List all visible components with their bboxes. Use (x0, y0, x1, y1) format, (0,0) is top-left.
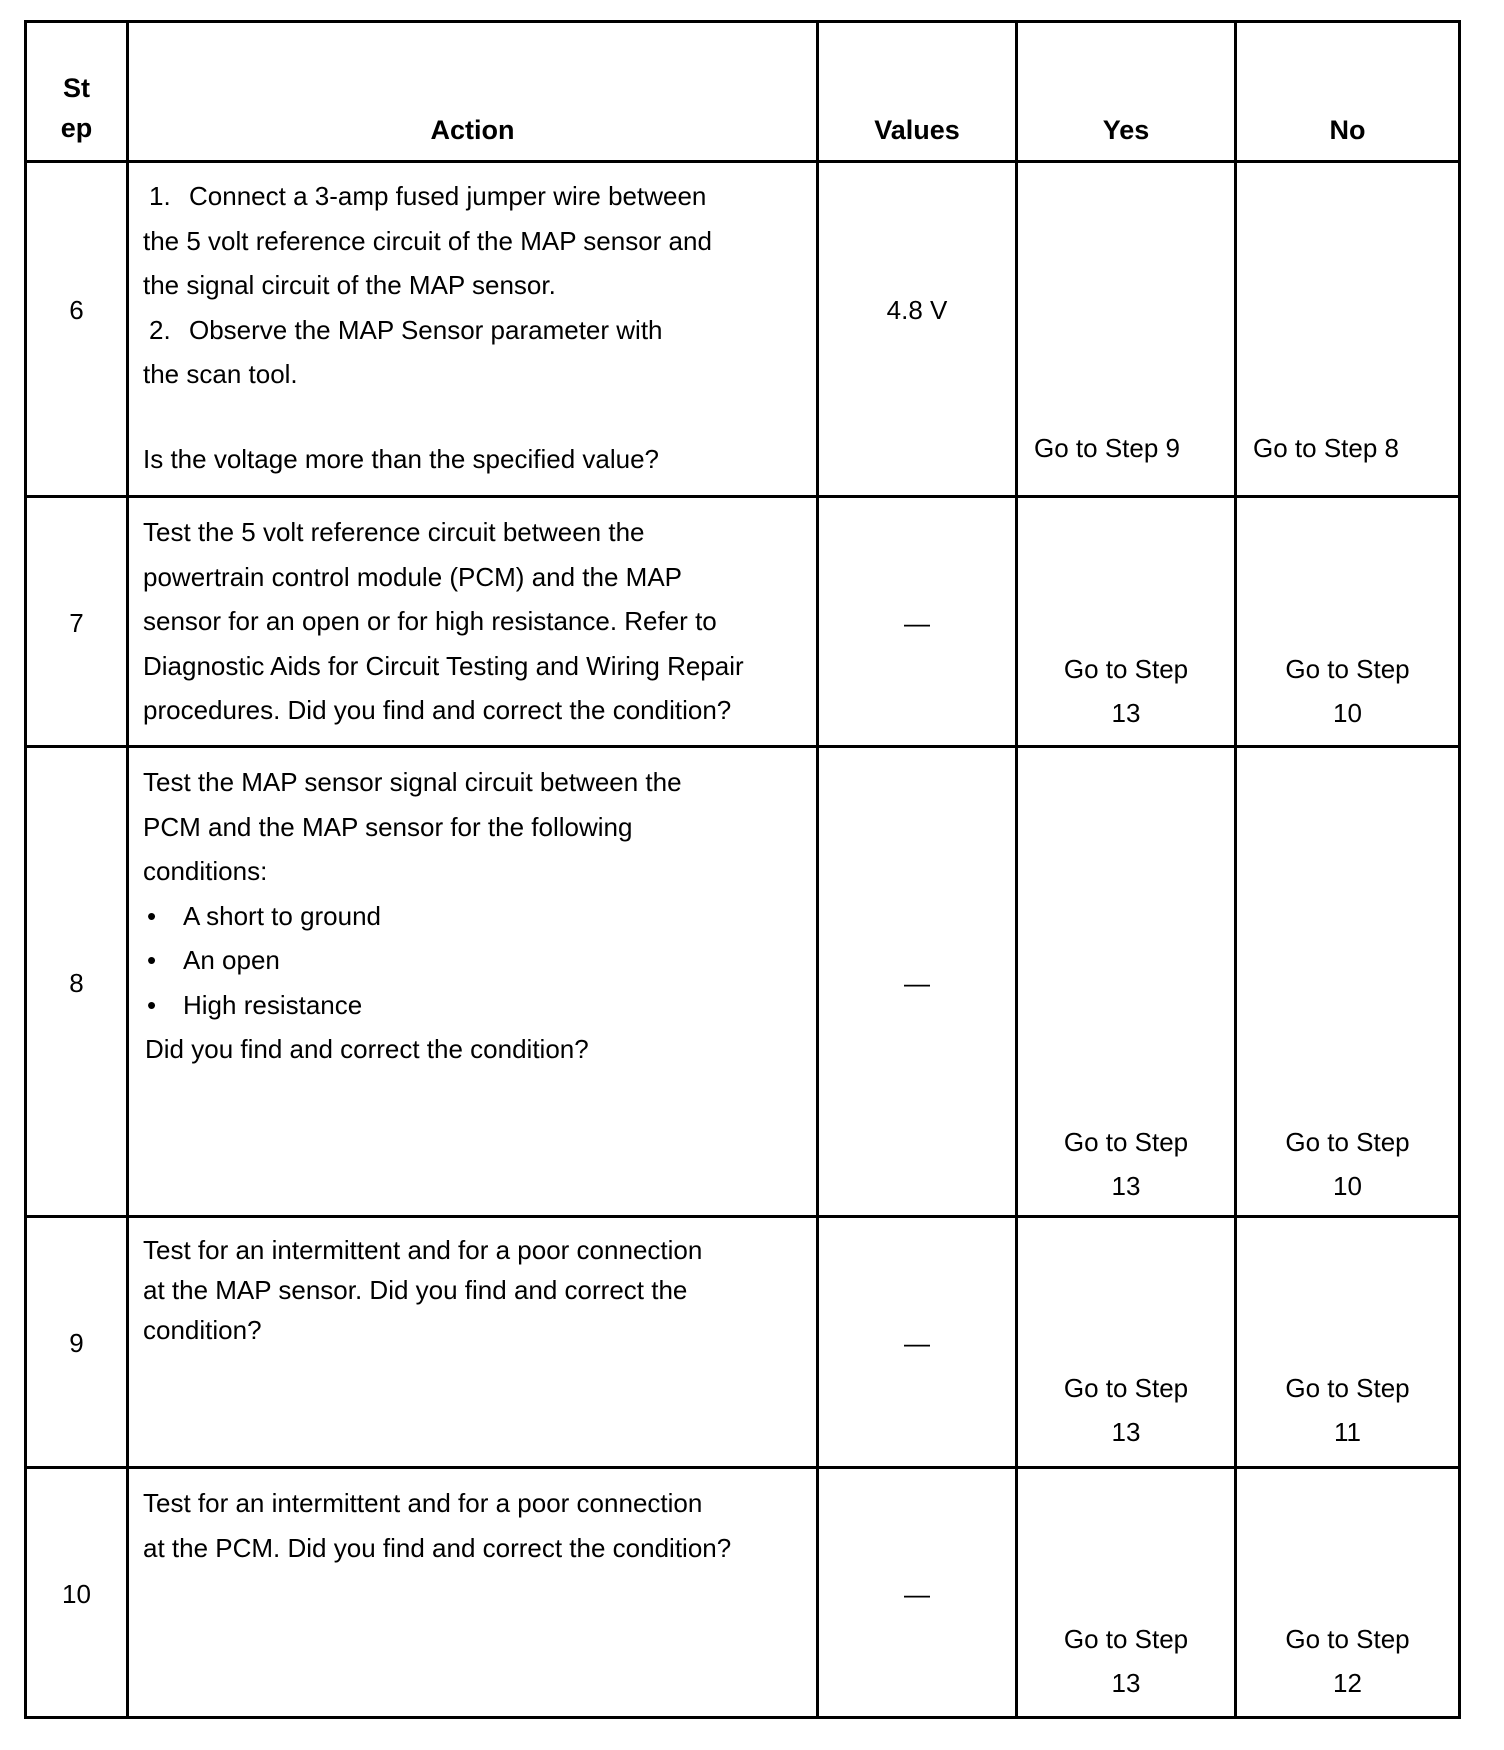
list-number: 2. (149, 314, 171, 345)
header-no-label: No (1329, 115, 1366, 145)
action-text (143, 760, 802, 1072)
header-row (26, 22, 1460, 162)
value-text: — (904, 608, 930, 638)
values-cell (818, 497, 1017, 747)
list-text: the 5 volt reference circuit of the MAP sensor and (143, 225, 712, 256)
header-yes-label: Yes (1102, 115, 1150, 145)
action-line: Diagnostic Aids for Circuit Testing and Wiring Repair (143, 650, 744, 681)
yes-cell (1017, 162, 1236, 497)
yes-link-line: 13 (1111, 1668, 1141, 1698)
list-text: Connect a 3-amp fused jumper wire between (189, 181, 707, 211)
value-text: 4.8 V (886, 295, 948, 325)
no-link (1237, 647, 1458, 735)
action-question: Is the voltage more than the specified value? (143, 444, 659, 474)
header-action (128, 22, 818, 162)
action-line: Test for an intermittent and for a poor connection (143, 1235, 703, 1265)
action-cell (128, 1468, 818, 1718)
action-text (143, 1230, 802, 1350)
action-text (143, 1481, 802, 1570)
action-question: Did you find and correct the condition? (145, 1034, 589, 1064)
no-cell (1236, 497, 1460, 747)
step-number: 7 (69, 608, 84, 638)
yes-link-line: 13 (1111, 698, 1141, 728)
yes-link (1018, 1366, 1234, 1454)
step-cell (26, 162, 128, 497)
header-step (26, 22, 128, 162)
list-text: Observe the MAP Sensor parameter with (189, 314, 663, 345)
no-link-line: 10 (1333, 1171, 1362, 1201)
list-text: the scan tool. (143, 359, 298, 389)
action-cell (128, 1217, 818, 1468)
diagnostic-table (24, 20, 1461, 1719)
bullet-text: An open (183, 945, 280, 975)
no-cell (1236, 747, 1460, 1217)
step-cell (26, 747, 128, 1217)
no-link (1237, 1617, 1458, 1705)
table-row (26, 497, 1460, 747)
action-line: Test the 5 volt reference circuit between the (143, 517, 645, 547)
yes-link-line: Go to Step (1063, 1624, 1189, 1654)
bullet-text: A short to ground (183, 900, 382, 931)
table-row (26, 162, 1460, 497)
no-cell (1236, 1217, 1460, 1468)
table-row (26, 1217, 1460, 1468)
no-link (1237, 1120, 1458, 1208)
values-cell (818, 162, 1017, 497)
action-line: Test for an intermittent and for a poor connection (143, 1488, 703, 1518)
yes-link-line: Go to Step (1063, 1373, 1189, 1403)
no-link-line: 12 (1333, 1668, 1362, 1698)
list-number: 1. (149, 181, 171, 211)
action-text (143, 510, 802, 733)
action-line: condition? (143, 1315, 262, 1345)
header-yes (1017, 22, 1236, 162)
yes-link: Go to Step 9 (1034, 433, 1180, 463)
no-link (1237, 1366, 1458, 1454)
values-cell (818, 747, 1017, 1217)
table-row (26, 747, 1460, 1217)
header-step-line2: ep (60, 113, 93, 143)
action-line: procedures. Did you find and correct the condition? (143, 695, 732, 725)
action-line: PCM and the MAP sensor for the following (143, 811, 633, 842)
values-cell (818, 1468, 1017, 1718)
header-values-label: Values (874, 115, 960, 145)
yes-cell (1017, 747, 1236, 1217)
header-step-line1: St (63, 73, 90, 103)
yes-link (1018, 1617, 1234, 1705)
action-cell (128, 162, 818, 497)
bullet-icon: • (147, 989, 157, 1020)
step-cell (26, 1217, 128, 1468)
bullet-icon: • (147, 945, 157, 975)
no-cell (1236, 1468, 1460, 1718)
no-link-line: 11 (1334, 1417, 1361, 1447)
yes-cell (1017, 1468, 1236, 1718)
value-text: — (904, 1328, 930, 1358)
no-cell (1236, 162, 1460, 497)
yes-link-line: Go to Step (1063, 654, 1189, 684)
no-link: Go to Step 8 (1253, 433, 1399, 463)
header-no (1236, 22, 1460, 162)
step-cell (26, 1468, 128, 1718)
bullet-icon: • (147, 900, 157, 931)
step-number: 8 (69, 968, 84, 998)
step-number: 10 (62, 1579, 91, 1609)
action-text (143, 174, 802, 397)
bullet-text: High resistance (183, 989, 363, 1020)
table-row (26, 1468, 1460, 1718)
action-line: at the MAP sensor. Did you find and correct the (143, 1275, 688, 1305)
step-number: 9 (69, 1328, 84, 1358)
no-link-line: Go to Step (1285, 1127, 1410, 1157)
yes-cell (1017, 497, 1236, 747)
action-line: sensor for an open or for high resistance. Refer to (143, 606, 717, 636)
action-line: conditions: (143, 856, 268, 886)
action-cell (128, 747, 818, 1217)
value-text: — (904, 1579, 930, 1609)
no-link-line: Go to Step (1285, 1373, 1410, 1403)
yes-link (1018, 647, 1234, 735)
list-text: the signal circuit of the MAP sensor. (143, 270, 556, 300)
step-number: 6 (69, 295, 84, 325)
no-link-line: 10 (1333, 698, 1362, 728)
yes-link-line: 13 (1111, 1171, 1141, 1201)
yes-cell (1017, 1217, 1236, 1468)
action-line: Test the MAP sensor signal circuit between the (143, 767, 682, 797)
yes-link-line: Go to Step (1063, 1127, 1189, 1157)
value-text: — (904, 968, 930, 998)
yes-link-line: 13 (1111, 1417, 1141, 1447)
step-cell (26, 497, 128, 747)
no-link-line: Go to Step (1285, 1624, 1410, 1654)
header-values (818, 22, 1017, 162)
action-cell (128, 497, 818, 747)
no-link-line: Go to Step (1285, 654, 1410, 684)
yes-link (1018, 1120, 1234, 1208)
action-line: at the PCM. Did you find and correct the condition? (143, 1532, 732, 1563)
action-line: powertrain control module (PCM) and the MAP (143, 561, 683, 592)
values-cell (818, 1217, 1017, 1468)
header-action-label: Action (430, 115, 515, 145)
